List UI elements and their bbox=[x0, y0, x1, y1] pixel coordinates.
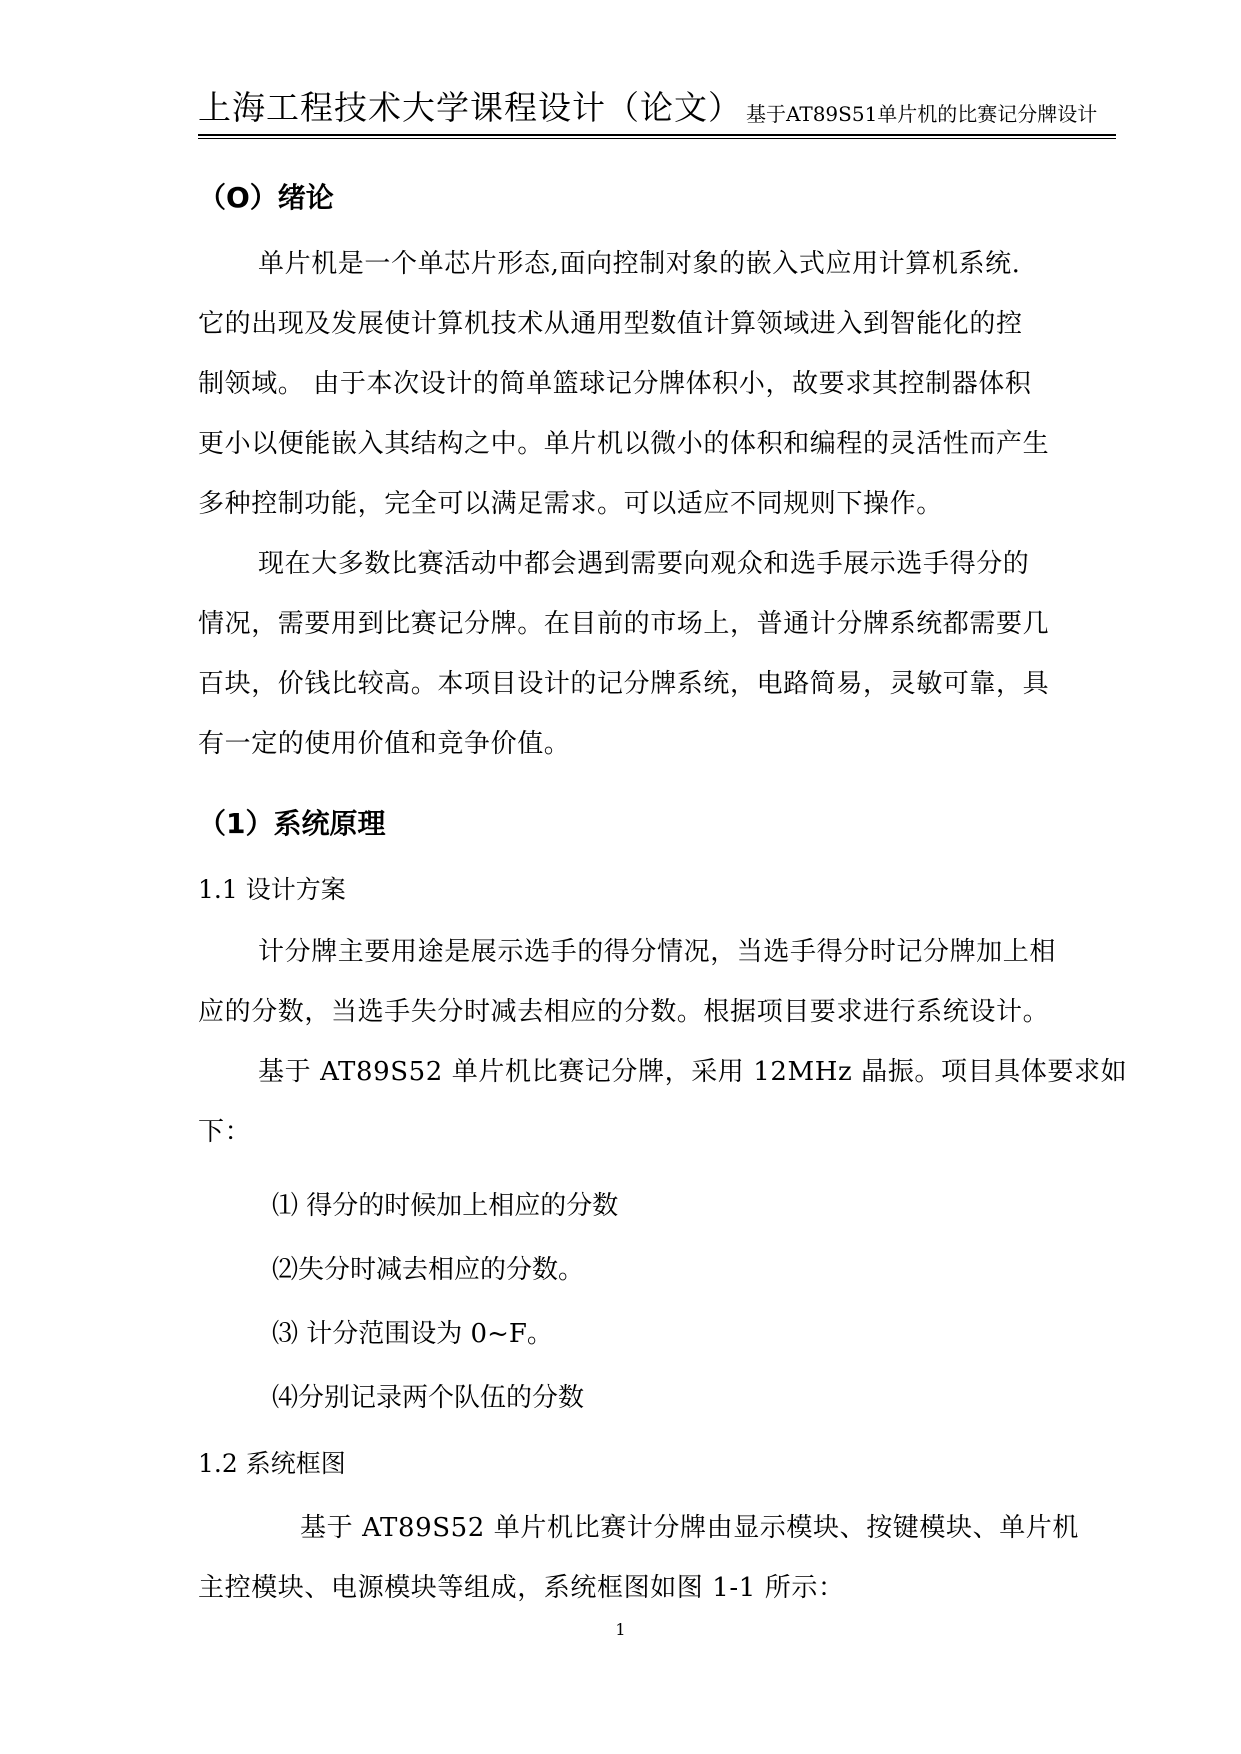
requirement-list-item: ⑵失分时减去相应的分数。 bbox=[272, 1255, 585, 1285]
paragraph-line: 基于 AT89S52 单片机比赛计分牌由显示模块、按键模块、单片机 bbox=[300, 1513, 1080, 1543]
page-number: 1 bbox=[615, 1620, 626, 1639]
paragraph-line: 单片机是一个单芯片形态,面向控制对象的嵌入式应用计算机系统. bbox=[258, 249, 1021, 279]
paragraph-line: 有一定的使用价值和竞争价值。 bbox=[198, 729, 571, 759]
header-title: 上海工程技术大学课程设计（论文） bbox=[198, 88, 742, 127]
section-heading-introduction: （O）绪论 bbox=[198, 181, 334, 214]
paragraph-line: 更小以便能嵌入其结构之中。单片机以微小的体积和编程的灵活性而产生 bbox=[198, 429, 1050, 459]
subsection-heading-system-block-diagram: 1.2 系统框图 bbox=[198, 1449, 346, 1478]
paragraph-line: 多种控制功能，完全可以满足需求。可以适应不同规则下操作。 bbox=[198, 489, 943, 519]
requirement-list-item: ⑷分别记录两个队伍的分数 bbox=[272, 1383, 585, 1413]
header-divider bbox=[198, 134, 1116, 136]
paragraph-line: 情况，需要用到比赛记分牌。在目前的市场上，普通计分牌系统都需要几 bbox=[198, 609, 1050, 639]
paragraph-line: 主控模块、电源模块等组成，系统框图如图 1-1 所示： bbox=[198, 1573, 845, 1603]
paragraph-line: 应的分数，当选手失分时减去相应的分数。根据项目要求进行系统设计。 bbox=[198, 997, 1050, 1027]
section-heading-system-principle: （1）系统原理 bbox=[198, 807, 386, 840]
paragraph-line: 计分牌主要用途是展示选手的得分情况，当选手得分时记分牌加上相 bbox=[258, 937, 1057, 967]
paragraph-line: 百块，价钱比较高。本项目设计的记分牌系统，电路简易，灵敏可靠，具 bbox=[198, 669, 1050, 699]
paragraph-line: 现在大多数比赛活动中都会遇到需要向观众和选手展示选手得分的 bbox=[258, 549, 1030, 579]
paragraph-line: 制领域。 由于本次设计的简单篮球记分牌体积小，故要求其控制器体积 bbox=[198, 369, 1032, 399]
header-subtitle: 基于AT89S51单片机的比赛记分牌设计 bbox=[746, 102, 1098, 126]
subsection-heading-design-plan: 1.1 设计方案 bbox=[198, 875, 346, 904]
paragraph-line: 下： bbox=[198, 1117, 252, 1147]
paragraph-line: 基于 AT89S52 单片机比赛记分牌，采用 12MHz 晶振。项目具体要求如 bbox=[258, 1057, 1128, 1087]
paragraph-line: 它的出现及发展使计算机技术从通用型数值计算领域进入到智能化的控 bbox=[198, 309, 1023, 339]
requirement-list-item: ⑶ 计分范围设为 0~F。 bbox=[272, 1319, 553, 1349]
header-divider-thin bbox=[198, 138, 1116, 139]
requirement-list-item: ⑴ 得分的时候加上相应的分数 bbox=[272, 1191, 619, 1221]
